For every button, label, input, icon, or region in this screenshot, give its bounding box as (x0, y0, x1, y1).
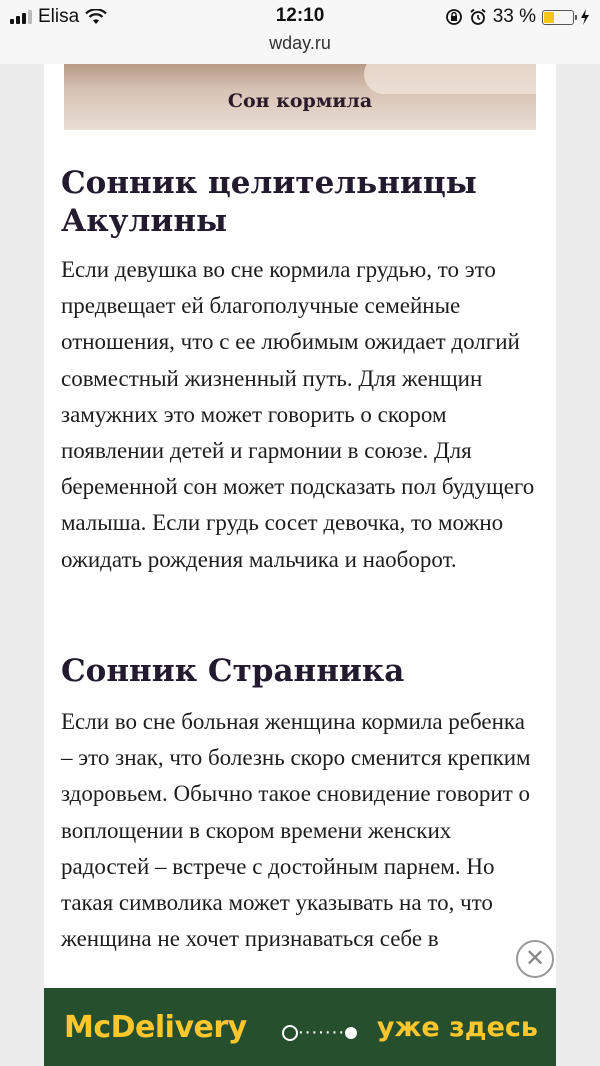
status-right (445, 6, 590, 28)
article-image (64, 64, 536, 130)
ad-route-icon: ······· (282, 1018, 357, 1046)
clock: 12:10 (275, 5, 325, 26)
url-bar[interactable]: wday.ru (269, 33, 331, 53)
ad-banner[interactable] (44, 988, 556, 1066)
image-caption: Сон кормила (227, 90, 373, 112)
battery-icon (542, 10, 574, 25)
article-page (44, 64, 556, 1066)
section-heading-akulina: Сонник целительницы Акулины (61, 165, 477, 239)
section-heading-strannik: Сонник Странника (61, 653, 405, 689)
charging-icon (580, 9, 590, 25)
ad-tagline: уже здесь (376, 1012, 538, 1043)
section-text-akulina: Если девушка во сне кормила грудью, то это предвещает ей благополучные семейные отношения, что с ее любимым ожидает долгий совместный жизненный путь. Для женщин замужних это может говорить о скором появлении детей и гармонии в союзе. Для беременной сон может подсказать пол будущего малыша. Если грудь сосет девочка, то можно ожидать рождения мальчика и наоборот. (61, 257, 535, 572)
close-icon: ✕ (524, 944, 546, 972)
section-text-strannik: Если во сне больная женщина кормила ребенка – это знак, что болезнь скоро сменится крепким здоровьем. Обычно такое сновидение говорит о воплощении в скором времени женских радостей – встрече с достойным парнем. Но такая символика может указывать на то, что женщина не хочет признаваться себе в (61, 709, 531, 952)
carrier-name: Elisa (38, 6, 80, 27)
battery-level-fill (544, 12, 554, 23)
close-ad-button[interactable] (516, 940, 554, 978)
battery-percent: 33 % (492, 6, 536, 27)
alarm-icon (469, 8, 487, 26)
ad-brand: McDelivery (64, 1010, 247, 1045)
status-bar (0, 0, 600, 64)
rotation-lock-icon (445, 8, 463, 26)
